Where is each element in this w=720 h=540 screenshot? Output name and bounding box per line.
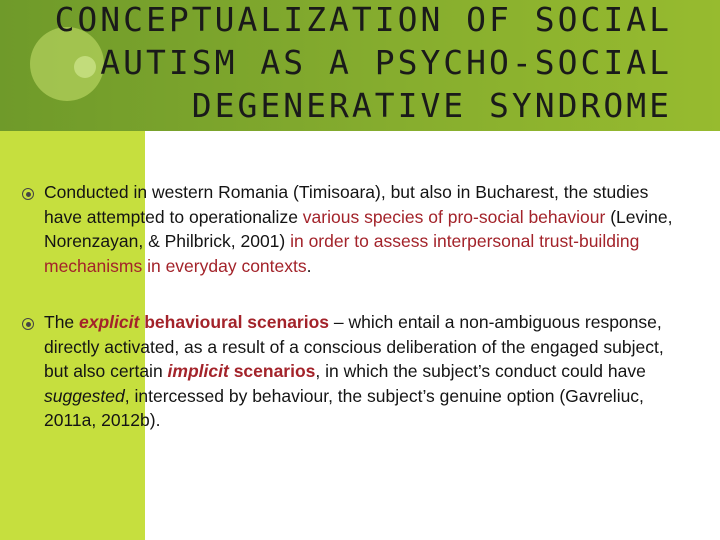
paragraph-1-segment: Conducted in western Romania (Timisoara), but also in Bucharest, the studies have attempted to operationalize (44, 182, 649, 227)
bullet-paragraph-1 (44, 180, 689, 278)
title-line-1: CONCEPTUALIZATION OF SOCIAL (54, 0, 672, 39)
paragraph-2-segment: suggested (44, 385, 125, 406)
title-line-3: DEGENERATIVE SYNDROME (191, 86, 672, 125)
paragraph-2-segment: , in which the subject’s conduct could have (315, 361, 646, 381)
paragraph-2-segment: behavioural scenarios (144, 312, 330, 332)
paragraph-1-segment: (Levine, Norenzayan, & Philbrick, 2001) (44, 206, 673, 251)
paragraph-1-segment: in order to assess interpersonal trust-building mechanisms in everyday contexts (44, 231, 640, 276)
paragraph-2-segment: The (44, 312, 80, 332)
paragraph-2-segment: scenarios (233, 361, 316, 381)
bullet-2-icon (22, 318, 34, 330)
bullet-1-icon (22, 188, 34, 200)
paragraph-1-segment: . (306, 255, 312, 276)
paragraph-1-segment: various species of pro-social behaviour (302, 206, 606, 227)
paragraph-2-segment: , intercessed by behaviour, the subject’s genuine option (Gavreliuc, 2011a, 2012b). (44, 385, 644, 430)
bullet-paragraph-2 (44, 310, 689, 433)
paragraph-2-segment: explicit (79, 312, 140, 332)
paragraph-2-segment: implicit (167, 361, 229, 381)
title-line-2: AUTISM AS A PSYCHO-SOCIAL (100, 43, 672, 82)
paragraph-2-segment: – which entail a non-ambiguous response, directly activated, as a result of a conscious deliberation of the engaged subject, but also certain (44, 312, 664, 381)
